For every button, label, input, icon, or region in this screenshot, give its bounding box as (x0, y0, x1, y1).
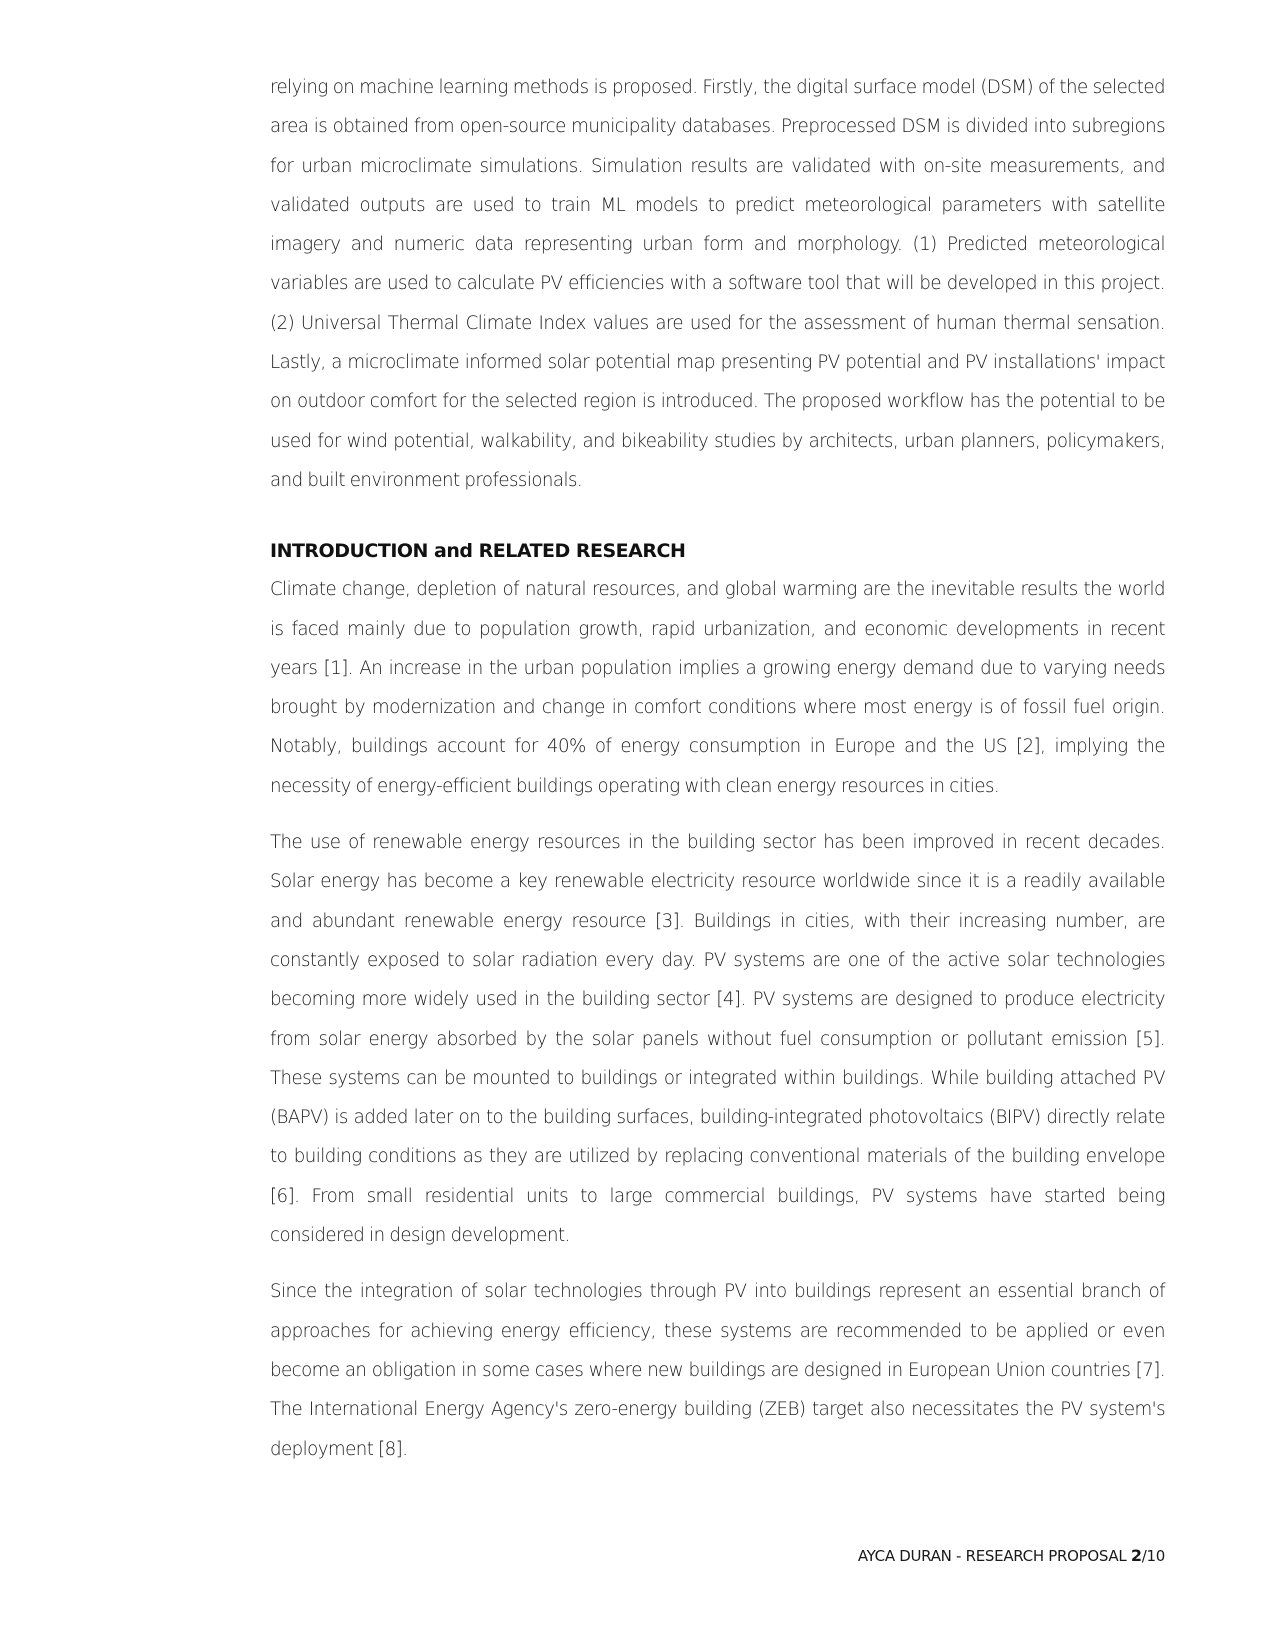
page-number-current: 2 (1130, 1546, 1142, 1565)
document-page (270, 68, 1165, 1469)
page-footer (858, 1546, 1165, 1565)
paragraph-intro-3: Since the integration of solar technologies through PV into buildings represent an essential branch of approaches for achieving energy efficiency, these systems are recommended to be applied or even become an obligation in some cases where new buildings are designed in European Union countries [7]. The International Energy Agency's zero-energy building (ZEB) target also necessitates the PV system's deployment [8]. (270, 1281, 1165, 1460)
page-number-total: /10 (1141, 1547, 1165, 1565)
section-heading-introduction: INTRODUCTION and RELATED RESEARCH (270, 540, 686, 563)
paragraph-abstract-continued: relying on machine learning methods is proposed. Firstly, the digital surface model (DSM) of the selected area is obtained from open-source municipality databases. Preprocessed DSM is divided into subregions for urban microclimate simulations. Simulation results are validated with on-site measurements, and validated outputs are used to train ML models to predict meteorological parameters with satellite imagery and numeric data representing urban form and morphology. (1) Predicted meteorological variables are used to calculate PV efficiencies with a software tool that will be developed in this project. (2) Universal Thermal Climate Index values are used for the assessment of human thermal sensation. Lastly, a microclimate informed solar potential map presenting PV potential and PV installations' impact on outdoor comfort for the selected region is introduced. The proposed workflow has the potential to be used for wind potential, walkability, and bikeability studies by architects, urban planners, policymakers, and built environment professionals. (270, 77, 1165, 491)
paragraph-intro-2: The use of renewable energy resources in the building sector has been improved in recent decades. Solar energy has become a key renewable electricity resource worldwide since it is a readily available and abundant renewable energy resource [3]. Buildings in cities, with their increasing number, are constantly exposed to solar radiation every day. PV systems are one of the active solar technologies becoming more widely used in the building sector [4]. PV systems are designed to produce electricity from solar energy absorbed by the solar panels without fuel consumption or pollutant emission [5]. These systems can be mounted to buildings or integrated within buildings. While building attached PV (BAPV) is added later on to the building surfaces, building-integrated photovoltaics (BIPV) directly relate to building conditions as they are utilized by replacing conventional materials of the building envelope [6]. From small residential units to large commercial buildings, PV systems have started being considered in design development. (270, 832, 1165, 1247)
paragraph-intro-1: Climate change, depletion of natural resources, and global warming are the inevitable results the world is faced mainly due to population growth, rapid urbanization, and economic developments in recent years [1]. An increase in the urban population implies a growing energy demand due to varying needs brought by modernization and change in comfort conditions where most energy is of fossil fuel origin. Notably, buildings account for 40% of energy consumption in Europe and the US [2], implying the necessity of energy-efficient buildings operating with clean energy resources in cities. (270, 579, 1165, 797)
footer-label: AYCA DURAN - RESEARCH PROPOSAL (857, 1547, 1131, 1565)
